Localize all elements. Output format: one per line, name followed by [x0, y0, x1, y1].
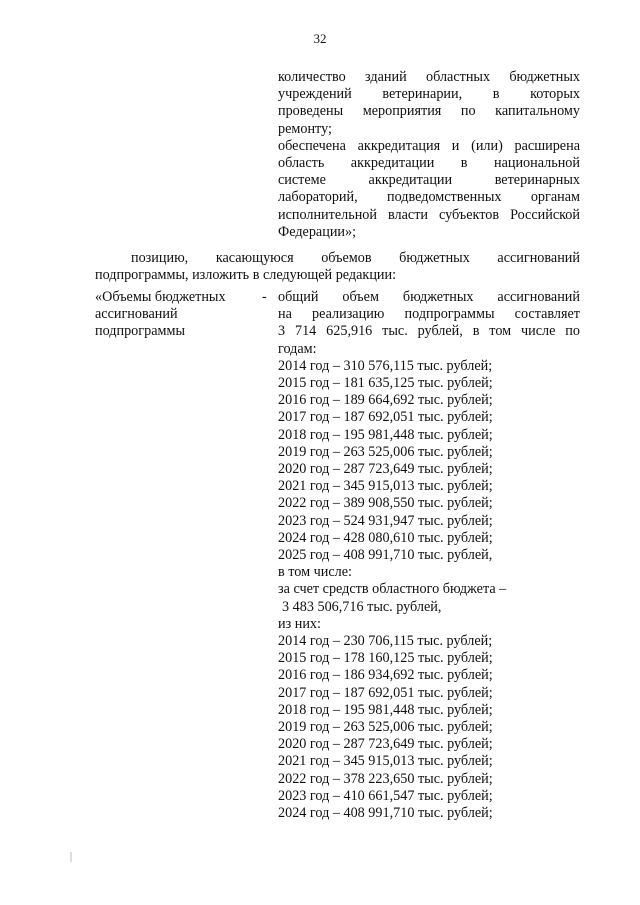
text-line: лабораторий, подведомственных органам: [278, 189, 580, 206]
text-line: на реализацию подпрограммы составляет: [278, 306, 580, 323]
text-line: обеспечена аккредитация и (или) расширена: [278, 137, 580, 154]
text-line: позицию, касающуюся объемов бюджетных ассигнований: [131, 250, 580, 266]
text-line: проведены мероприятия по капитальному: [278, 103, 580, 120]
year-line: 2014 год – 310 576,115 тыс. рублей;: [278, 357, 493, 374]
year-line: 2016 год – 189 664,692 тыс. рублей;: [278, 392, 493, 409]
text-line: ремонту;: [278, 120, 332, 137]
text-line: количество зданий областных бюджетных: [278, 69, 580, 85]
intro-paragraph: [95, 250, 580, 284]
year-line: 2015 год – 178 160,125 тыс. рублей;: [278, 650, 493, 667]
text-line: из них:: [278, 615, 321, 632]
year-line: 2018 год – 195 981,448 тыс. рублей;: [278, 701, 493, 718]
year-line: 2024 год – 428 080,610 тыс. рублей;: [278, 529, 493, 546]
section-label: [95, 289, 265, 341]
text-line: в том числе:: [278, 564, 352, 581]
dash-separator: -: [262, 289, 267, 305]
text-line: системе аккредитации ветеринарных: [278, 172, 580, 189]
scan-mark: [70, 852, 72, 862]
year-line: 2018 год – 195 981,448 тыс. рублей;: [278, 426, 493, 443]
year-line: 2019 год – 263 525,006 тыс. рублей;: [278, 443, 493, 460]
year-line: 2021 год – 345 915,013 тыс. рублей;: [278, 478, 493, 495]
text-line: Федерации»;: [278, 223, 357, 240]
label-line: «Объемы бюджетных: [95, 289, 226, 305]
text-line: исполнительной власти субъектов Российской: [278, 206, 580, 223]
year-line: 2024 год – 408 991,710 тыс. рублей;: [278, 805, 493, 822]
text-line: учреждений ветеринарии, в которых: [278, 86, 580, 103]
year-line: 2021 год – 345 915,013 тыс. рублей;: [278, 753, 493, 770]
year-line: 2022 год – 378 223,650 тыс. рублей;: [278, 770, 493, 787]
year-line: 2015 год – 181 635,125 тыс. рублей;: [278, 375, 493, 392]
year-line: 2016 год – 186 934,692 тыс. рублей;: [278, 667, 493, 684]
year-line: 2017 год – 187 692,051 тыс. рублей;: [278, 409, 493, 426]
funding-text-block: [278, 289, 580, 822]
year-line: 2023 год – 410 661,547 тыс. рублей;: [278, 787, 493, 804]
label-line: ассигнований: [95, 306, 178, 323]
year-line: 2017 год – 187 692,051 тыс. рублей;: [278, 684, 493, 701]
year-line: 2025 год – 408 991,710 тыс. рублей,: [278, 547, 493, 564]
text-line: область аккредитации в национальной: [278, 155, 580, 172]
year-line: 2019 год – 263 525,006 тыс. рублей;: [278, 719, 493, 736]
year-line: 2023 год – 524 931,947 тыс. рублей;: [278, 512, 493, 529]
text-line: общий объем бюджетных ассигнований: [278, 289, 580, 305]
text-line: за счет средств областного бюджета –: [278, 581, 507, 598]
text-line: подпрограммы, изложить в следующей редакции:: [95, 267, 397, 284]
year-line: 2020 год – 287 723,649 тыс. рублей;: [278, 736, 493, 753]
text-line: годам:: [278, 340, 317, 357]
page-number: 32: [313, 31, 327, 46]
year-line: 2022 год – 389 908,550 тыс. рублей;: [278, 495, 493, 512]
top-text-block: [278, 69, 580, 241]
year-line: 2020 год – 287 723,649 тыс. рублей;: [278, 461, 493, 478]
text-line: 3 714 625,916 тыс. рублей, в том числе по: [278, 323, 580, 340]
label-line: подпрограммы: [95, 323, 185, 340]
year-line: 2014 год – 230 706,115 тыс. рублей;: [278, 633, 493, 650]
text-line: 3 483 506,716 тыс. рублей,: [282, 598, 442, 615]
